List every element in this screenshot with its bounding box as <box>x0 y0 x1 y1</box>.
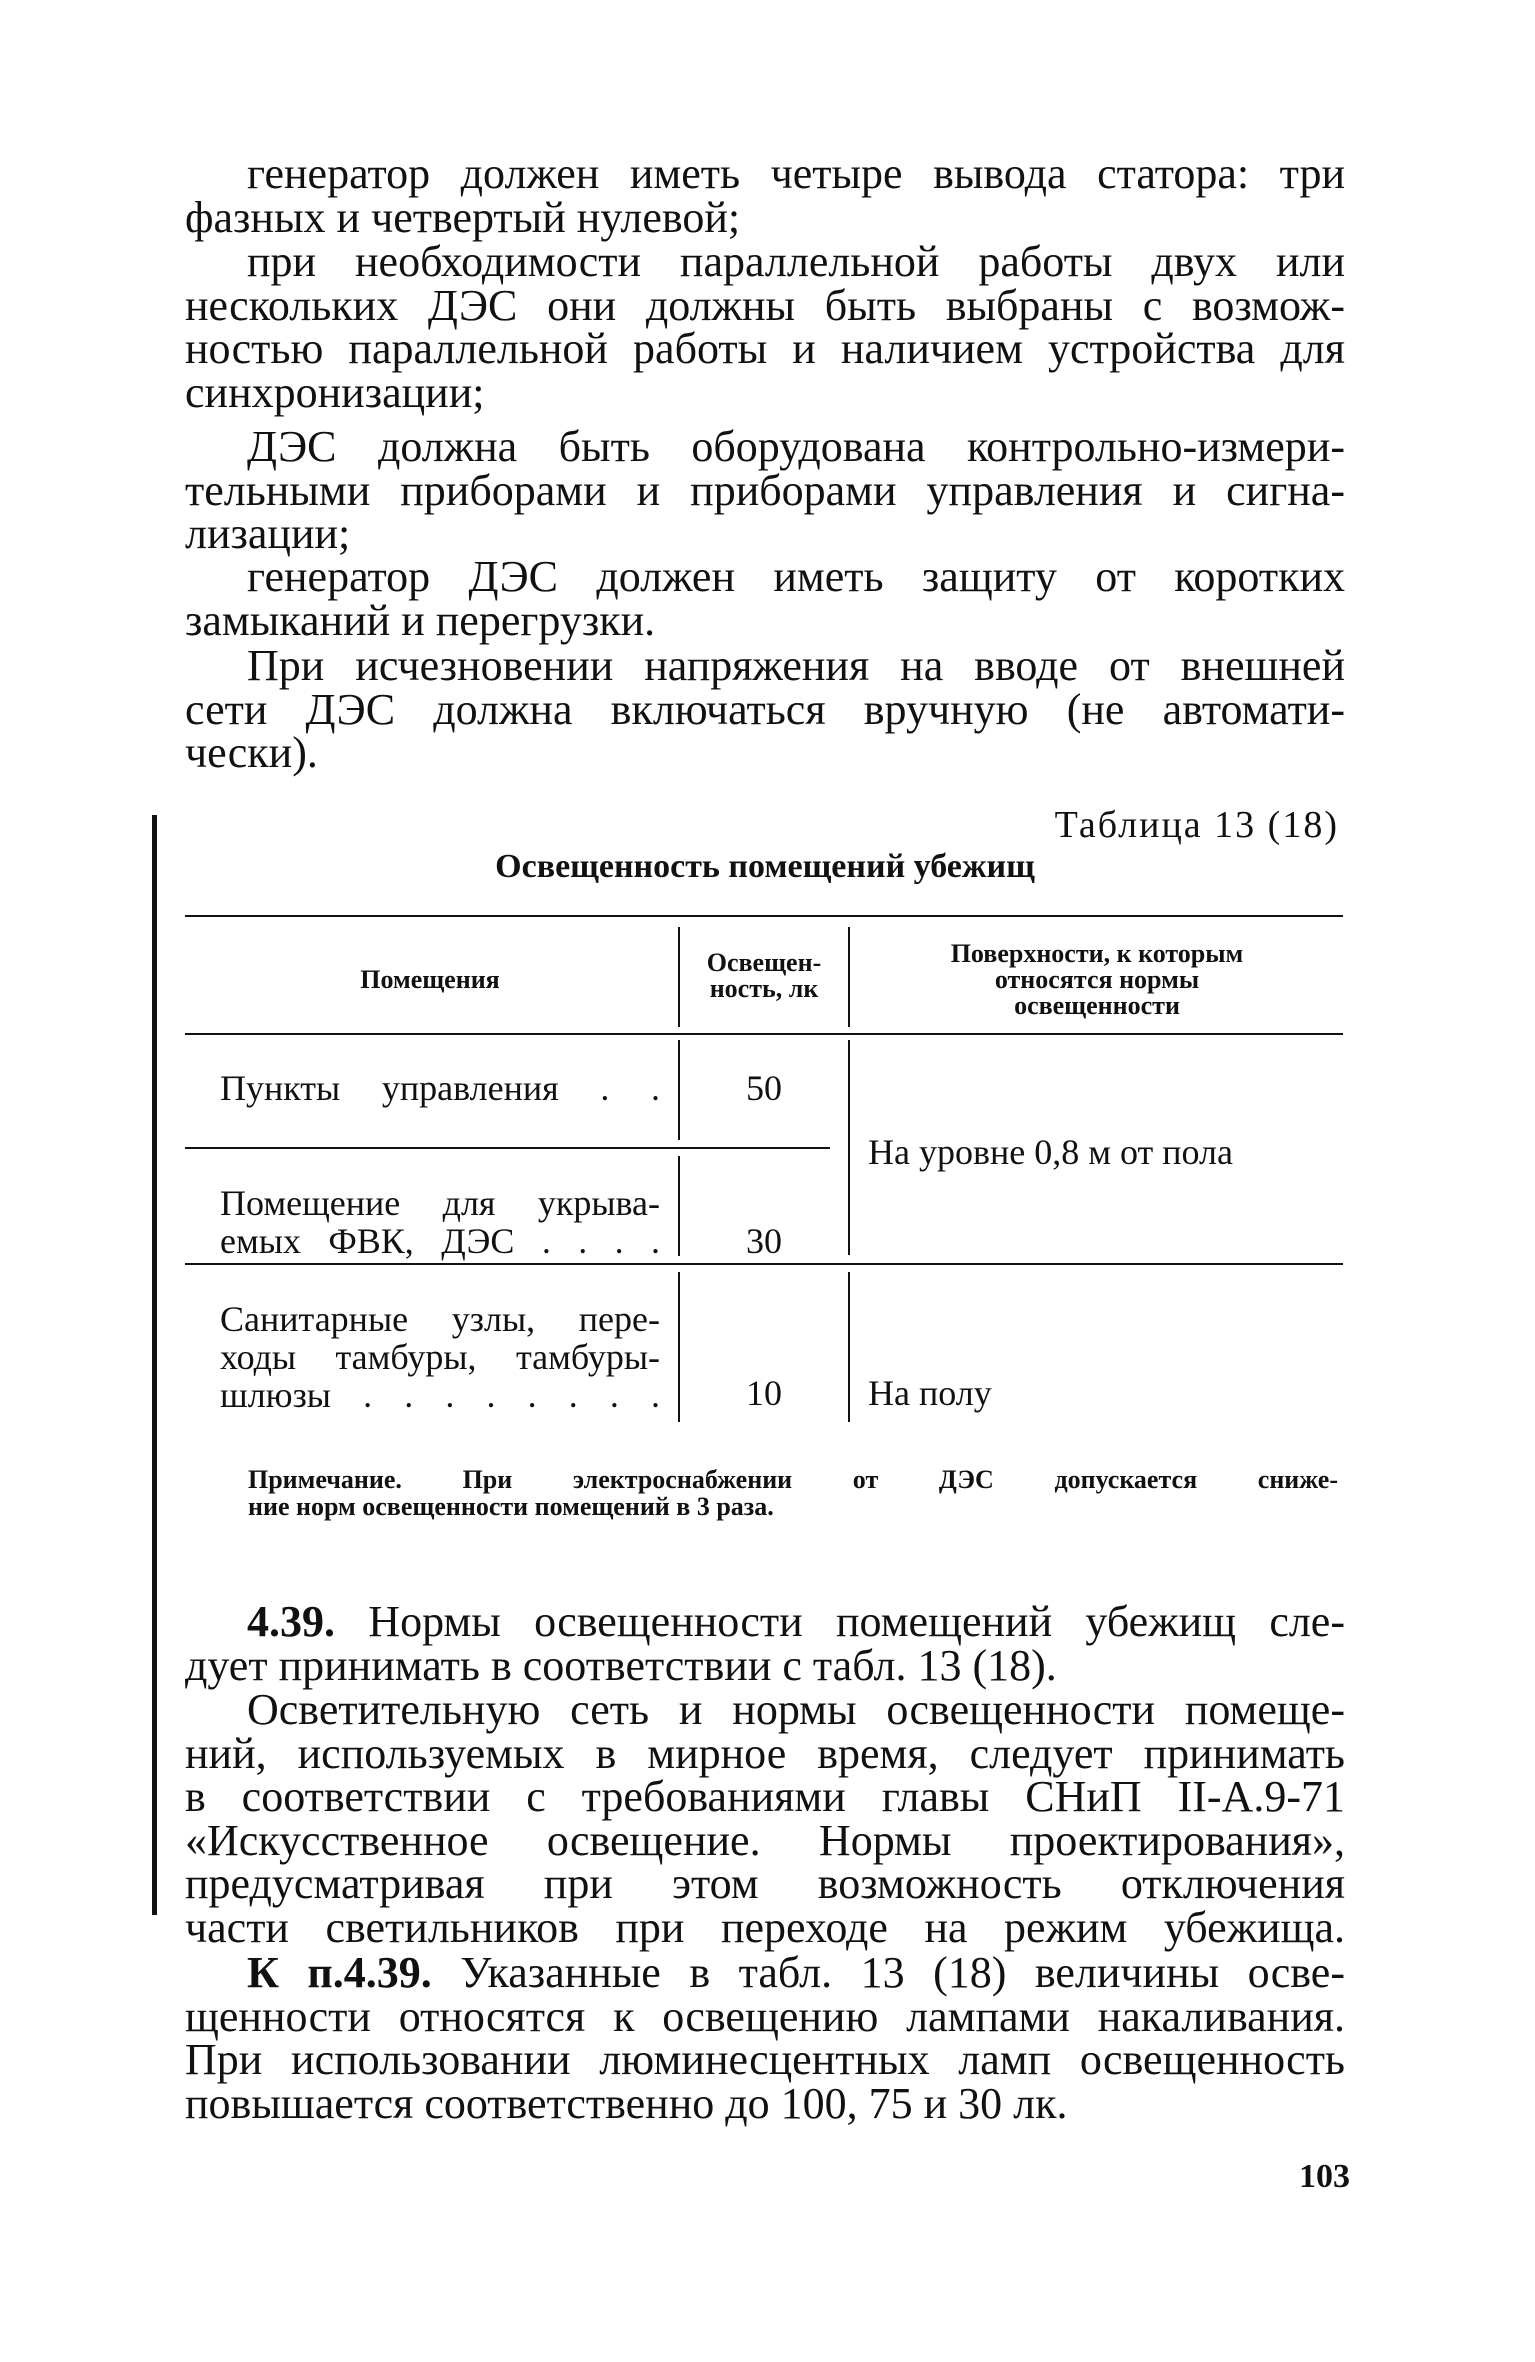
paragraph-commentary-4-39 <box>185 1948 1345 2128</box>
paragraph-protection <box>185 552 1345 645</box>
header-rooms: Помещения <box>360 965 500 994</box>
text-line: фазных и четвертый нулевой; <box>185 192 741 242</box>
text-line: щенности относятся к освещению лампами накаливания. <box>185 1991 1345 2041</box>
paragraph-4-39 <box>185 1597 1345 1690</box>
text-line <box>185 1948 1345 1997</box>
room-line: Помещение для укрыва- <box>220 1183 660 1223</box>
table-col-rule <box>848 1272 850 1422</box>
table-row-rule <box>185 1147 830 1149</box>
margin-revision-bar <box>152 815 157 1915</box>
room-line: шлюзы . . . . . . . . <box>220 1375 660 1415</box>
paragraph-instruments <box>185 422 1345 558</box>
table-col-rule <box>678 1040 680 1140</box>
paragraph-parallel-operation <box>185 237 1345 417</box>
table-header-rule <box>185 1033 1343 1035</box>
page-number: 103 <box>1299 2158 1350 2195</box>
text-line: синхронизации; <box>185 367 485 417</box>
table-title: Освещенность помещений убежищ <box>495 848 1035 885</box>
header-illuminance-line: Освещен- <box>706 948 822 977</box>
text-line: тельными приборами и приборами управления и сигна- <box>185 465 1345 515</box>
text-line: генератор ДЭС должен иметь защиту от коротких <box>247 552 1345 601</box>
note-line: Примечание. При электроснабжении от ДЭС допускается сниже- <box>248 1465 1338 1494</box>
table-col-rule <box>848 1040 850 1255</box>
header-surfaces-line: освещенности <box>1014 991 1180 1020</box>
table-col-rule <box>848 927 850 1027</box>
text-line: нескольких ДЭС они должны быть выбраны с возмож- <box>185 280 1345 330</box>
header-illuminance <box>682 950 846 1002</box>
text-line: ДЭС должна быть оборудована контрольно-измери- <box>247 422 1345 471</box>
text-line: При использовании люминесцентных ламп освещенность <box>185 2035 1345 2084</box>
table-col-rule <box>678 1272 680 1422</box>
header-surfaces-line: относятся нормы <box>994 965 1200 994</box>
note-line: ние норм освещенности помещений в 3 раза. <box>248 1492 774 1521</box>
text-line: Осветительную сеть и нормы освещенности помеще- <box>247 1685 1345 1734</box>
text-line: при необходимости параллельной работы двух или <box>247 237 1345 286</box>
table-cell-lux: 30 <box>746 1221 782 1261</box>
text-line: При исчезновении напряжения на вводе от внешней <box>247 641 1345 690</box>
table-row-rule <box>185 1263 1343 1265</box>
text-line: ностью параллельной работы и наличием устройства для <box>185 324 1345 373</box>
section-number: 4.39. <box>247 1597 335 1646</box>
text-line: в соответствии с требованиями главы СНиП II-А.9-71 <box>185 1772 1345 1821</box>
table-caption: Таблица 13 (18) <box>1054 804 1339 846</box>
text-line <box>185 1597 1345 1646</box>
text-line: замыканий и перегрузки. <box>185 595 656 645</box>
header-illuminance-line: ность, лк <box>709 974 819 1003</box>
table-top-rule <box>185 915 1343 917</box>
text-line: повышается соответственно до 100, 75 и 30 лк. <box>185 2078 1068 2128</box>
room-line: ходы тамбуры, тамбуры- <box>220 1337 660 1377</box>
text-line: «Искусственное освещение. Нормы проектирования», <box>185 1815 1345 1865</box>
text-line: сети ДЭС должна включаться вручную (не автомати- <box>185 684 1345 734</box>
text-run: Нормы освещенности помещений убежищ сле- <box>335 1597 1345 1646</box>
text-line: части светильников при переходе на режим убежища. <box>185 1902 1345 1952</box>
header-surfaces <box>852 941 1342 1019</box>
table-cell-lux: 10 <box>746 1373 782 1413</box>
text-line: генератор должен иметь четыре вывода статора: три <box>247 149 1345 198</box>
table-cell-lux: 50 <box>746 1068 782 1108</box>
section-number: К п.4.39. <box>247 1948 432 1997</box>
table-cell-surface: На уровне 0,8 м от пола <box>868 1132 1233 1172</box>
table-cell-surface: На полу <box>868 1373 992 1413</box>
text-line: лизации; <box>185 509 351 558</box>
paragraph-generator-outputs <box>185 149 1345 242</box>
text-line: предусматривая при этом возможность отключения <box>185 1859 1345 1908</box>
text-line: ний, используемых в мирное время, следует принимать <box>185 1728 1345 1778</box>
room-line: Санитарные узлы, пере- <box>220 1299 660 1339</box>
table-col-rule <box>678 927 680 1027</box>
header-surfaces-line: Поверхности, к которым <box>950 939 1244 968</box>
room-line: емых ФВК, ДЭС . . . . <box>220 1221 660 1261</box>
text-line: чески). <box>185 728 318 777</box>
table-col-rule <box>678 1156 680 1256</box>
table-note <box>248 1466 1338 1520</box>
table-cell-room <box>220 1300 660 1414</box>
table-cell-room: Пункты управления . . <box>220 1068 660 1108</box>
paragraph-lighting-network <box>185 1685 1345 1952</box>
text-run: Указанные в табл. 13 (18) величины осве- <box>431 1948 1345 1997</box>
table-cell-room <box>220 1184 660 1260</box>
text-line: дует принимать в соответствии с табл. 13 (18). <box>185 1640 1057 1690</box>
paragraph-voltage-loss <box>185 641 1345 777</box>
